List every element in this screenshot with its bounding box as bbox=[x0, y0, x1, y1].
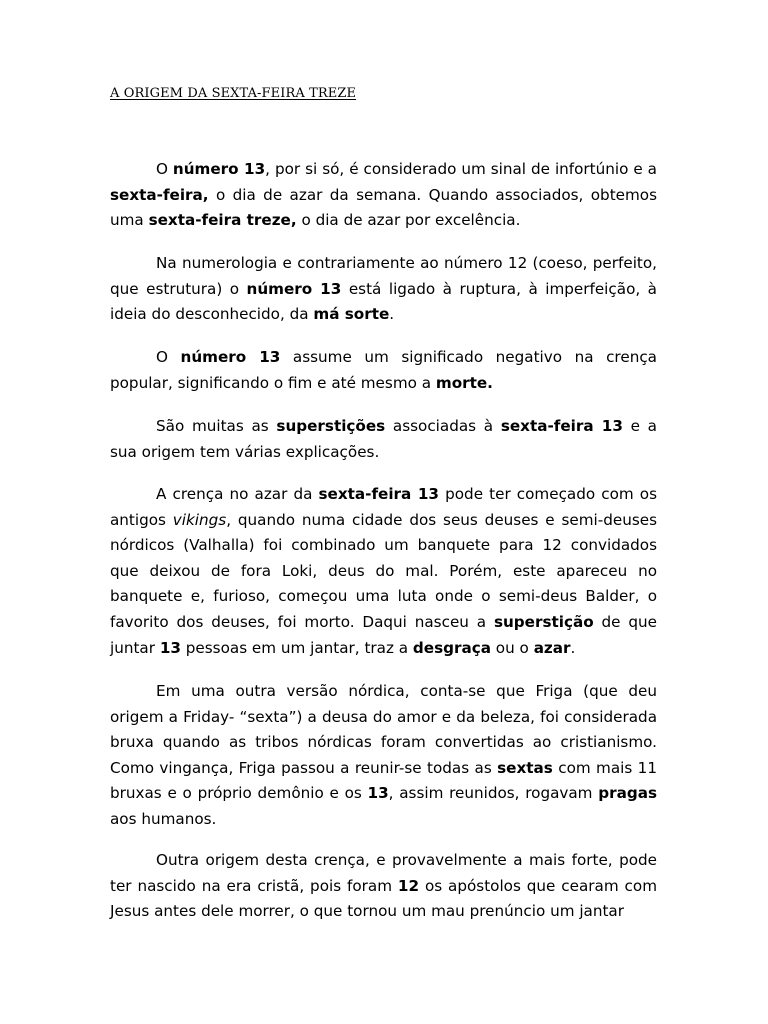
text-run: e a sua origem tem várias explicações. bbox=[110, 417, 657, 461]
paragraph-1 bbox=[110, 157, 657, 234]
bold-text: 13 bbox=[159, 638, 181, 657]
text-run: Na numerologia e contrariamente ao número 12 (coeso, perfeito, que estrutura) o bbox=[110, 254, 657, 298]
text-run: São muitas as bbox=[156, 417, 277, 435]
bold-text: superstição bbox=[493, 612, 594, 631]
text-run: Outra origem desta crença, e provavelmente a mais forte, pode ter nascido na era cristã, pois foram bbox=[110, 851, 657, 895]
bold-text: azar bbox=[533, 638, 571, 657]
bold-text: pragas bbox=[598, 784, 657, 803]
text-run: ou o bbox=[490, 638, 534, 657]
bold-text: número 13 bbox=[172, 160, 266, 178]
text-run: os apóstolos que cearam com Jesus antes dele morrer, o que tornou um mau prenúncio um jantar bbox=[110, 876, 657, 921]
bold-text: 12 bbox=[397, 876, 420, 895]
text-run: assume um significado negativo na crença popular, significando o fim e até mesmo a bbox=[110, 348, 657, 392]
bold-text: sexta-feira, bbox=[110, 185, 209, 204]
text-run: com mais 11 bruxas e o próprio demônio e os bbox=[110, 758, 658, 803]
text-run: , por si só, é considerado um sinal de infortúnio e a bbox=[265, 160, 657, 178]
bold-text: número 13 bbox=[180, 348, 281, 366]
bold-text: sexta-feira 13 bbox=[318, 485, 440, 503]
text-run: pessoas em um jantar, traz a bbox=[180, 638, 413, 657]
text-run: está ligado à ruptura, à imperfeição, à ideia do desconhecido, da bbox=[110, 279, 657, 324]
paragraph-7 bbox=[110, 848, 657, 925]
bold-text: má sorte bbox=[313, 305, 390, 324]
text-run: O bbox=[156, 348, 181, 366]
text-run: Em uma outra versão nórdica, conta-se que Friga (que deu origem a Friday- “sexta”) a deusa do amor e da beleza, foi considerada bruxa quando as tribos nórdicas foram convertidas ao cristianismo. Como vingança, Friga passou a reunir-se todas as bbox=[110, 682, 657, 777]
bold-text: número 13 bbox=[246, 279, 342, 298]
text-run: . bbox=[570, 638, 576, 657]
text-run: aos humanos. bbox=[110, 809, 217, 828]
text-run: o dia de azar da semana. Quando associados, obtemos uma bbox=[110, 185, 657, 230]
document-title: A ORIGEM DA SEXTA-FEIRA TREZE bbox=[110, 86, 357, 101]
text-run: A crença no azar da bbox=[156, 485, 319, 503]
bold-text: desgraça bbox=[412, 638, 491, 657]
text-run: O bbox=[156, 160, 173, 178]
text-run: , assim reunidos, rogavam bbox=[388, 784, 599, 803]
text-run: o dia de azar por excelência. bbox=[296, 211, 521, 230]
italic-text: vikings bbox=[172, 510, 227, 529]
text-run: pode ter começado com os antigos bbox=[110, 485, 658, 529]
bold-text: sextas bbox=[497, 758, 553, 777]
paragraph-4 bbox=[110, 414, 657, 465]
text-run: de que juntar bbox=[110, 612, 657, 657]
bold-text: 13 bbox=[367, 784, 389, 803]
bold-text: sexta-feira 13 bbox=[500, 417, 623, 435]
paragraph-2 bbox=[110, 251, 657, 328]
text-run: associadas à bbox=[385, 417, 501, 435]
bold-text: superstições bbox=[276, 417, 386, 435]
text-run: . bbox=[389, 305, 395, 324]
paragraph-3 bbox=[110, 345, 657, 396]
paragraph-6 bbox=[110, 679, 657, 833]
bold-text: sexta-feira treze, bbox=[148, 211, 297, 230]
text-run: , quando numa cidade dos seus deuses e semi-deuses nórdicos (Valhalla) foi combinado um banquete para 12 convidados que deixou de fora Loki, deus do mal. Porém, este apareceu no banquete e, furioso, começou uma luta onde o semi-deus Balder, o favorito dos deuses, foi morto. Daqui nasceu a bbox=[110, 510, 657, 631]
paragraph-5 bbox=[110, 482, 657, 661]
bold-text: morte. bbox=[435, 373, 493, 392]
